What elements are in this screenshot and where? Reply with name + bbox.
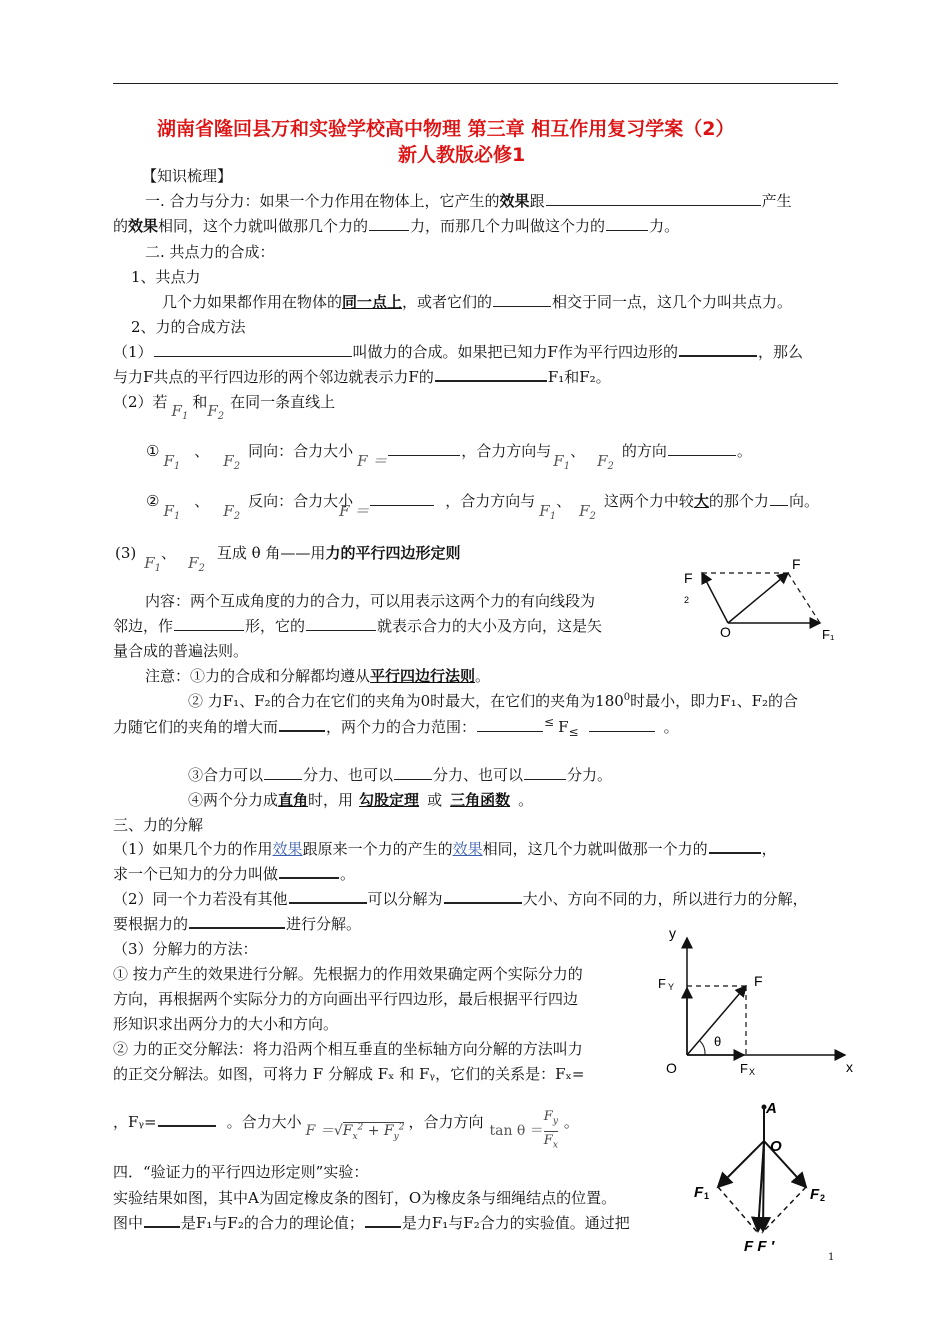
text: 形，它的	[245, 617, 306, 635]
blank	[365, 1225, 401, 1228]
text: 。	[518, 791, 534, 809]
s3-p5: （3）分解力的方法：	[113, 940, 258, 958]
text: ≤	[544, 715, 555, 729]
sym: F	[597, 452, 608, 470]
s2-title: 二. 共点力的合成：	[145, 243, 275, 261]
sym-f1	[144, 554, 161, 572]
f-prime-vector	[763, 1141, 764, 1231]
label-theta: θ	[714, 1034, 722, 1049]
label-f1: F₁	[822, 627, 835, 642]
title-line-1: 湖南省隆回县万和实验学校高中物理 第三章 相互作用复习学案（2）	[157, 118, 735, 140]
axes-figure	[650, 920, 870, 1085]
sym-f1	[172, 402, 189, 420]
s1-text: 跟	[529, 192, 545, 210]
content-2	[113, 615, 602, 636]
blank	[444, 901, 522, 904]
label-f: F	[754, 973, 763, 989]
label-o: O	[720, 624, 731, 640]
s3-p3	[113, 888, 808, 909]
label-y: y	[669, 925, 676, 941]
s1-text: 的	[113, 217, 129, 235]
dashed-edge	[762, 1187, 806, 1233]
text: ，合力方向	[408, 1113, 484, 1132]
sym-f2	[207, 402, 224, 420]
resultant-vector	[728, 573, 788, 623]
blank	[174, 629, 244, 631]
blank	[709, 851, 761, 854]
s4-p2	[113, 1212, 630, 1233]
sym-f2	[188, 554, 205, 572]
sym-sub: 1	[181, 411, 189, 422]
f2-vector	[702, 573, 728, 623]
text: 就表示合力的大小及方向，这是矢	[377, 617, 603, 635]
text: 大小、方向不同的力，所以进行力的分解，	[522, 890, 808, 908]
text: 、	[194, 442, 210, 460]
emph: 大	[693, 492, 709, 510]
s3-p6: ① 按力产生的效果进行分解。先根据力的作用效果确定两个实际分力的	[113, 965, 583, 983]
blank	[388, 454, 460, 456]
label-x: x	[846, 1059, 853, 1075]
blank	[370, 504, 434, 506]
content-3: 量合成的普遍法则。	[113, 642, 249, 660]
text: 注意：①力的合成和分解都均遵从	[145, 667, 371, 685]
blank	[394, 778, 432, 780]
note-1	[145, 665, 490, 686]
content-1: 内容：两个互成角度的力的合力，可以用表示这两个力的有向线段为	[145, 592, 596, 610]
s3-p7: 方向，再根据两个实际分力的方向画出平行四边形，最后根据平行四边	[113, 990, 579, 1008]
text: 求一个已知力的分力叫做	[113, 865, 279, 883]
s3-p11	[113, 1100, 579, 1151]
s1-effect: 效果	[499, 192, 530, 210]
text: 邻边，作	[113, 617, 174, 635]
text: ④两个分力成	[188, 791, 279, 809]
text: 进行分解。	[286, 915, 362, 933]
text: 相同，这几个力就叫做那一个力的	[482, 840, 708, 858]
text: 力随它们的夹角的增大而	[113, 718, 279, 736]
text: 分力、也可以	[433, 766, 524, 784]
emph: 勾股定理	[359, 791, 420, 809]
text: 图中	[113, 1214, 144, 1232]
s2-row1	[146, 440, 752, 472]
text: 和	[192, 393, 208, 411]
sup: 0	[623, 692, 631, 703]
label-f1: F	[694, 1184, 704, 1201]
label-fx-sub: X	[749, 1067, 756, 1077]
text: ，Fᵧ=	[113, 1113, 157, 1132]
text: 。	[736, 442, 752, 460]
label-f: F	[792, 556, 801, 572]
sym-f2	[223, 452, 240, 470]
text: 同向：合力大小	[248, 442, 354, 460]
text: 或	[427, 791, 443, 809]
s2-h1: 1、共点力	[131, 268, 201, 286]
label-o: O	[666, 1060, 677, 1076]
text: 的方向	[621, 442, 667, 460]
blank	[668, 454, 736, 456]
emph: 三角函数	[450, 791, 511, 809]
text: 几个力如果都作用在物体的	[162, 293, 343, 311]
text: 、	[194, 492, 210, 510]
sym: F	[223, 502, 234, 520]
blank	[546, 204, 761, 206]
label-f2-sub: 2	[820, 1193, 826, 1203]
text: ，或者它们的	[402, 293, 493, 311]
text: 跟原来一个力的产生的	[302, 840, 453, 858]
label-fx: F	[740, 1061, 748, 1076]
note-4	[188, 764, 612, 785]
text: 分力。	[567, 766, 613, 784]
blank	[289, 901, 367, 904]
label-a: A	[766, 1100, 777, 1117]
s2-l1	[113, 341, 803, 362]
blank	[158, 1124, 216, 1127]
section-header: 【知识梳理】	[142, 167, 233, 185]
text: 、	[161, 544, 177, 562]
blank	[154, 355, 352, 357]
sym: F	[144, 554, 155, 572]
text: 是力F₁与F₂合力的实验值。通过把	[401, 1214, 630, 1232]
text: 叫做力的合成。如果把已知力F作为平行四边形的	[352, 343, 678, 361]
s2-row2	[146, 490, 819, 522]
s2-p1	[162, 291, 792, 312]
label-f2: F	[810, 1186, 820, 1203]
sym-f1	[553, 452, 570, 470]
text: ②	[146, 492, 160, 510]
s2-h2: 2、力的合成方法	[131, 318, 246, 336]
s1-text: 力。	[649, 217, 680, 235]
s3-p1	[113, 838, 777, 859]
sym-f1	[163, 502, 180, 520]
text: (3)	[115, 544, 137, 562]
text: 这两个力中较	[603, 492, 694, 510]
text: （1）如果几个力的作用	[113, 840, 273, 858]
dashed-edge	[788, 573, 820, 623]
text: 时最小，即力F₁、F₂的合	[630, 692, 799, 710]
sym-f1	[539, 502, 556, 520]
text: （2）同一个力若没有其他	[113, 890, 288, 908]
sym-sub: 2	[233, 461, 241, 472]
text: 分力、也可以	[303, 766, 394, 784]
effect-link[interactable]: 效果	[272, 840, 303, 858]
sym-sub: 1	[154, 563, 162, 574]
label-f-fprime: F F ′	[744, 1238, 775, 1255]
blank	[679, 354, 757, 357]
top-rule	[113, 83, 838, 84]
text: 要根据力的	[113, 915, 189, 933]
text: 。	[340, 865, 356, 883]
text: 互成 θ 角——用	[216, 544, 326, 562]
sym-sub: 1	[173, 511, 181, 522]
sym: F	[188, 554, 199, 572]
text: ，那么	[757, 343, 803, 361]
blank	[306, 629, 376, 631]
sym-sub: 1	[173, 461, 181, 472]
experiment-figure	[690, 1095, 840, 1255]
s1-effect: 效果	[128, 217, 159, 235]
blank	[279, 876, 339, 879]
label-fy: F	[658, 976, 666, 991]
sym: F ＝	[339, 502, 370, 520]
sym-f1	[163, 452, 180, 470]
s3-p9: ② 力的正交分解法：将力沿两个相互垂直的坐标轴方向分解的方法叫力	[113, 1040, 583, 1058]
blank	[264, 778, 302, 780]
text: 可以分解为	[367, 890, 443, 908]
sym-f2	[223, 502, 240, 520]
sym: F	[579, 502, 590, 520]
s1-text: 相同，这个力就叫做那几个力的	[158, 217, 369, 235]
s3-title: 三、力的分解	[113, 816, 204, 834]
label-o: O	[770, 1138, 782, 1155]
sym: F	[539, 502, 550, 520]
parallelogram-figure	[680, 555, 840, 650]
blank	[770, 504, 788, 506]
blank	[435, 379, 547, 382]
angle-arc	[700, 1041, 705, 1055]
s1-line-2	[113, 215, 679, 236]
sym: F	[163, 452, 174, 470]
text: 。合力大小	[226, 1113, 302, 1132]
text: F₁和F₂。	[547, 368, 611, 386]
text: 的那个力	[708, 492, 769, 510]
note-3	[113, 716, 679, 737]
blank	[606, 229, 648, 231]
blank	[279, 729, 325, 732]
text: ，合力方向与	[445, 492, 536, 510]
label-f2-sub: 2	[684, 595, 690, 605]
s3-p4	[113, 913, 361, 934]
note-2	[188, 690, 798, 711]
label-fy-sub: Y	[668, 982, 675, 992]
emph: 平行四边行法则	[370, 667, 476, 685]
sym-sub: 2	[233, 511, 241, 522]
emph: 力的平行四边形定则	[325, 544, 461, 562]
sym-sub: 2	[589, 511, 596, 522]
s1-text: 力，而那几个力叫做这个力的	[410, 217, 606, 235]
sym-sub: 1	[563, 461, 571, 472]
text: 。	[563, 1113, 579, 1132]
blank	[524, 778, 566, 780]
sym-sub: 2	[607, 461, 614, 472]
text: ③合力可以	[188, 766, 264, 784]
sym: F ＝	[305, 1123, 334, 1140]
f1-vector	[718, 1141, 764, 1187]
sqrt-formula: $√F_x^2 + F_y^2$	[333, 1122, 405, 1142]
text: （2）若	[113, 393, 168, 411]
sym: F	[163, 502, 174, 520]
sym: F	[223, 452, 234, 470]
s1-line-1	[145, 190, 792, 211]
s4-p1: 实验结果如图，其中A为固定橡皮条的图钉，O为橡皮条与细绳结点的位置。	[113, 1189, 617, 1207]
sym-sub: 1	[549, 511, 557, 522]
s2-c2	[113, 391, 336, 422]
text: （1）	[113, 343, 153, 361]
text: 、	[570, 442, 586, 460]
text: ≤	[568, 725, 579, 739]
text: 与力F共点的平行四边形的两个邻边就表示力F的	[113, 368, 434, 386]
dashed-edge	[718, 1187, 758, 1233]
s4-title: 四．“验证力的平行四边形定则”实验：	[113, 1163, 369, 1181]
sym-f2	[579, 502, 596, 520]
note-5	[188, 789, 533, 810]
s3-p8: 形知识求出两分力的大小和方向。	[113, 1015, 339, 1033]
sym: F	[207, 402, 218, 420]
s2-l2	[113, 366, 611, 387]
text: ①	[146, 442, 160, 460]
text: ，合力方向与	[461, 442, 552, 460]
blank	[144, 1225, 180, 1228]
s3-p10: 的正交分解法。如图，可将力 F 分解成 Fₓ 和 Fᵧ，它们的关系是：Fₓ=	[113, 1065, 585, 1083]
sym-sub: 2	[198, 563, 205, 574]
text: 相交于同一点，这几个力叫共点力。	[552, 293, 793, 311]
effect-link[interactable]: 效果	[452, 840, 483, 858]
emph: 同一点上	[342, 293, 403, 311]
text: 在同一条直线上	[230, 393, 336, 411]
text: 反向：合力大小	[248, 492, 354, 510]
s2-c3	[115, 542, 461, 574]
title-line-2: 新人教版必修1	[398, 144, 526, 166]
sym-sub: 2	[217, 411, 225, 422]
text: 。	[475, 667, 491, 685]
sym: F	[171, 402, 182, 420]
label-f1-sub: 1	[704, 1191, 710, 1201]
text: ，两个力的合力范围：	[326, 718, 477, 736]
text: ，	[761, 840, 777, 858]
page-number: 1	[828, 1252, 835, 1263]
text: F	[558, 718, 569, 736]
sym: F ＝	[357, 452, 388, 470]
text: 是F₁与F₂的合力的理论值；	[181, 1214, 364, 1232]
text: ② 力F₁、F₂的合力在它们的夹角为0时最大，在它们的夹角为180	[188, 692, 624, 710]
s3-p2	[113, 863, 355, 884]
emph: 直角	[278, 791, 309, 809]
blank	[369, 229, 409, 231]
s1-text: 一. 合力与分力：如果一个力作用在物体上，它产生的	[145, 192, 500, 210]
text: 。	[663, 718, 679, 736]
sym-f2	[597, 452, 614, 470]
blank	[477, 730, 543, 732]
blank	[493, 305, 551, 307]
blank	[589, 730, 655, 732]
text: 向。	[788, 492, 819, 510]
tan-fraction: $\frac{F_y}{F_x}$	[543, 1109, 558, 1151]
s1-text: 产生	[761, 192, 792, 210]
sym: tan θ ＝	[489, 1123, 544, 1140]
label-f2: F	[684, 570, 693, 586]
sym: F	[553, 452, 564, 470]
text: 、	[556, 492, 572, 510]
text: 时，用	[308, 791, 354, 809]
blank	[189, 926, 285, 929]
